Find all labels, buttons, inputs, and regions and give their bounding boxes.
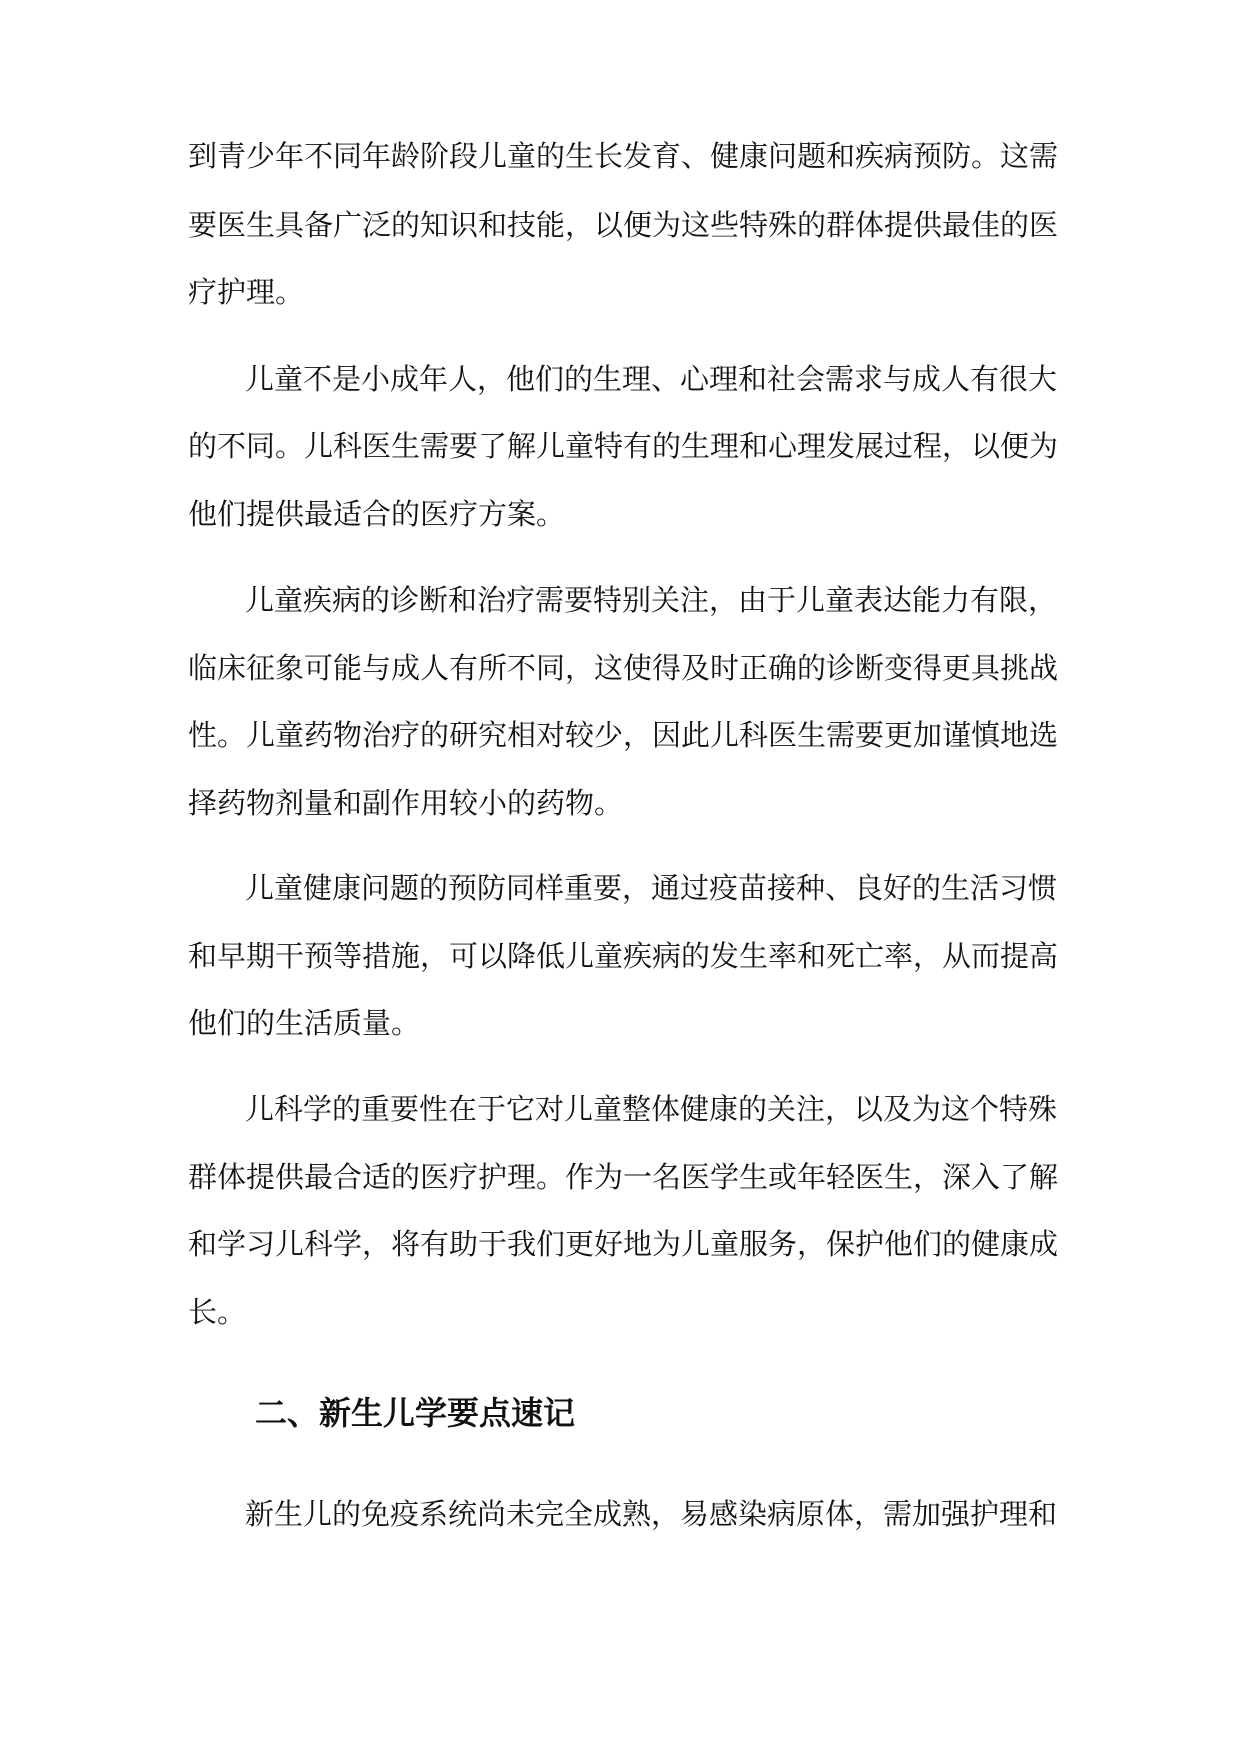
paragraph-5-line-3: 和学习儿科学，将有助于我们更好地为儿童服务，保护他们的健康成 (188, 1227, 1059, 1261)
paragraph-5-line-2: 群体提供最合适的医疗护理。作为一名医学生或年轻医生，深入了解 (188, 1160, 1059, 1194)
paragraph-4-line-2: 和早期干预等措施，可以降低儿童疾病的发生率和死亡率，从而提高 (188, 939, 1059, 973)
paragraph-5-line-4: 长。 (188, 1295, 247, 1329)
paragraph-4-line-3: 他们的生活质量。 (188, 1006, 421, 1040)
paragraph-3-line-4: 择药物剂量和副作用较小的药物。 (188, 786, 624, 820)
paragraph-1-line-3: 疗护理。 (188, 275, 305, 309)
paragraph-2-line-2: 的不同。儿科医生需要了解儿童特有的生理和心理发展过程，以便为 (188, 429, 1059, 463)
paragraph-2-line-1: 儿童不是小成年人，他们的生理、心理和社会需求与成人有很大 (245, 362, 1058, 396)
paragraph-3-line-3: 性。儿童药物治疗的研究相对较少，因此儿科医生需要更加谨慎地选 (188, 718, 1059, 752)
paragraph-1-line-1: 到青少年不同年龄阶段儿童的生长发育、健康问题和疾病预防。这需 (188, 139, 1059, 173)
paragraph-3-line-1: 儿童疾病的诊断和治疗需要特别关注，由于儿童表达能力有限， (245, 583, 1058, 617)
paragraph-4-line-1: 儿童健康问题的预防同样重要，通过疫苗接种、良好的生活习惯 (245, 871, 1058, 905)
paragraph-2-line-3: 他们提供最适合的医疗方案。 (188, 497, 566, 531)
section-paragraph-line-1: 新生儿的免疫系统尚未完全成熟，易感染病原体，需加强护理和 (245, 1497, 1058, 1531)
paragraph-5-line-1: 儿科学的重要性在于它对儿童整体健康的关注，以及为这个特殊 (245, 1092, 1058, 1126)
section-heading: 二、新生儿学要点速记 (255, 1394, 576, 1432)
paragraph-3-line-2: 临床征象可能与成人有所不同，这使得及时正确的诊断变得更具挑战 (188, 651, 1059, 685)
paragraph-1-line-2: 要医生具备广泛的知识和技能，以便为这些特殊的群体提供最佳的医 (188, 208, 1059, 242)
